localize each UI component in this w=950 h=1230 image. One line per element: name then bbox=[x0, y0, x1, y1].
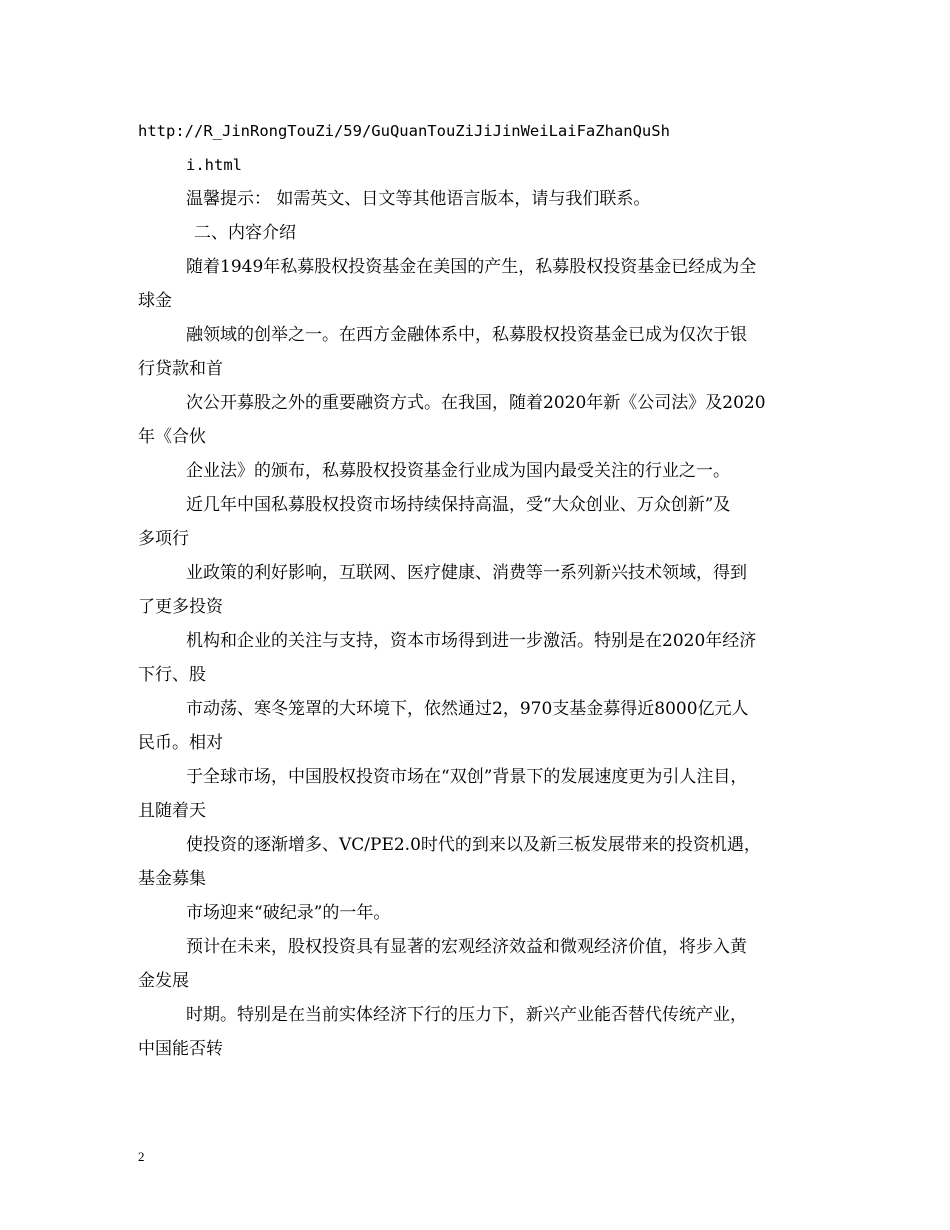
notice-line: 温馨提示： 如需英文、日文等其他语言版本，请与我们联系。 bbox=[186, 189, 651, 209]
body-line: 于全球市场，中国股权投资市场在“双创”背景下的发展速度更为引人注目， bbox=[186, 767, 748, 787]
url-line-1: http://R_JinRongTouZi/59/GuQuanTouZiJiJinWeiLaiFaZhanQuSh bbox=[138, 122, 670, 140]
body-line: 随着1949年私募股权投资基金在美国的产生，私募股权投资基金已经成为全 bbox=[186, 257, 757, 277]
body-line: 了更多投资 bbox=[138, 597, 223, 617]
page-number: 2 bbox=[138, 1149, 145, 1164]
body-line: 行贷款和首 bbox=[138, 359, 223, 379]
url-line-2: i.html bbox=[186, 156, 242, 174]
body-line: 民币。相对 bbox=[138, 733, 223, 753]
body-line: 业政策的利好影响，互联网、医疗健康、消费等一系列新兴技术领域，得到 bbox=[186, 563, 747, 583]
body-line: 金发展 bbox=[138, 971, 189, 991]
body-line: 机构和企业的关注与支持，资本市场得到进一步激活。特别是在2020年经济 bbox=[186, 631, 757, 651]
body-line: 近几年中国私募股权投资市场持续保持高温，受“大众创业、万众创新”及 bbox=[186, 495, 731, 515]
body-line: 市动荡、寒冬笼罩的大环境下，依然通过2，970支基金募得近8000亿元人 bbox=[186, 699, 749, 719]
body-line: 企业法》的颁布，私募股权投资基金行业成为国内最受关注的行业之一。 bbox=[186, 461, 730, 481]
body-line: 多项行 bbox=[138, 529, 189, 549]
body-line: 下行、股 bbox=[138, 665, 206, 685]
body-line: 且随着天 bbox=[138, 801, 206, 821]
body-line: 球金 bbox=[138, 291, 172, 311]
body-line: 次公开募股之外的重要融资方式。在我国，随着2020年新《公司法》及2020 bbox=[186, 393, 766, 413]
section-heading: 二、内容介绍 bbox=[194, 223, 296, 243]
body-line: 市场迎来“破纪录”的一年。 bbox=[186, 903, 391, 923]
body-line: 时期。特别是在当前实体经济下行的压力下，新兴产业能否替代传统产业， bbox=[186, 1005, 747, 1025]
body-line: 使投资的逐渐增多、VC/PE2.0时代的到来以及新三板发展带来的投资机遇， bbox=[186, 835, 761, 855]
body-line: 预计在未来，股权投资具有显著的宏观经济效益和微观经济价值，将步入黄 bbox=[186, 937, 747, 957]
body-line: 基金募集 bbox=[138, 869, 206, 889]
body-line: 年《合伙 bbox=[138, 427, 206, 447]
body-line: 中国能否转 bbox=[138, 1039, 223, 1059]
body-line: 融领域的创举之一。在西方金融体系中，私募股权投资基金已成为仅次于银 bbox=[186, 325, 747, 345]
